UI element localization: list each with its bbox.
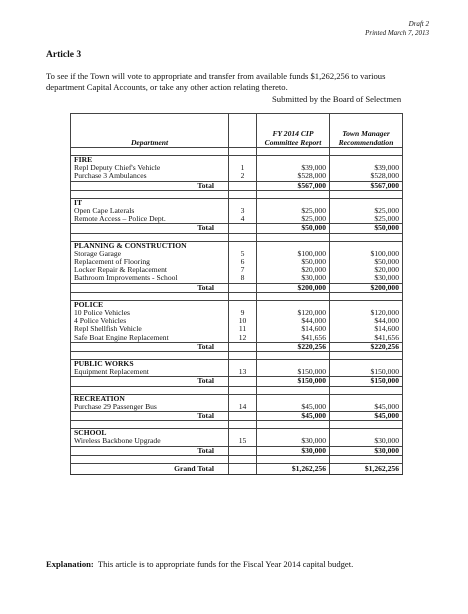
spacer-cell (257, 292, 330, 300)
section-header-row (71, 300, 403, 309)
item-tm-amount: $50,000 (330, 258, 403, 266)
table-row (71, 403, 403, 412)
spacer-cell (229, 455, 257, 463)
item-number: 2 (229, 172, 257, 181)
section-header-row (71, 429, 403, 438)
spacer-cell (71, 292, 229, 300)
item-tm-amount: $14,600 (330, 325, 403, 333)
item-number: 9 (229, 309, 257, 317)
table-row (71, 368, 403, 377)
spacer-cell (229, 292, 257, 300)
item-number: 11 (229, 325, 257, 333)
spacer-cell (257, 421, 330, 429)
item-tm-amount: $44,000 (330, 317, 403, 325)
section-cell (257, 360, 330, 369)
item-number: 6 (229, 258, 257, 266)
grand-total-tm: $1,262,256 (330, 463, 403, 474)
item-description: Open Cape Laterals (71, 207, 229, 215)
total-tm-amount: $50,000 (330, 224, 403, 233)
section-cell (229, 300, 257, 309)
table-row (71, 207, 403, 215)
section-cell (330, 198, 403, 207)
table-row (71, 317, 403, 325)
item-tm-amount: $528,000 (330, 172, 403, 181)
spacer-cell (330, 352, 403, 360)
item-cip-amount: $100,000 (257, 250, 330, 258)
item-description: Bathroom Improvements - School (71, 274, 229, 283)
table-row (71, 258, 403, 266)
item-description: 4 Police Vehicles (71, 317, 229, 325)
total-cip-amount: $567,000 (257, 181, 330, 190)
col-cip: FY 2014 CIP Committee Report (257, 114, 330, 148)
table-row (71, 325, 403, 333)
item-cip-amount: $120,000 (257, 309, 330, 317)
item-cip-amount: $20,000 (257, 266, 330, 274)
item-description: Equipment Replacement (71, 368, 229, 377)
col-department: Department (71, 114, 229, 148)
total-cip-amount: $200,000 (257, 283, 330, 292)
section-cell (229, 241, 257, 250)
spacer-row (71, 421, 403, 429)
table-row (71, 250, 403, 258)
table-row (71, 164, 403, 172)
section-total-row (71, 342, 403, 351)
spacer-cell (330, 292, 403, 300)
item-number: 1 (229, 164, 257, 172)
item-description: Repl Shellfish Vehicle (71, 325, 229, 333)
spacer-cell (229, 352, 257, 360)
item-cip-amount: $14,600 (257, 325, 330, 333)
spacer-cell (330, 455, 403, 463)
table-row (71, 334, 403, 343)
total-label: Total (71, 283, 229, 292)
item-tm-amount: $45,000 (330, 403, 403, 412)
section-cell (257, 429, 330, 438)
section-name: IT (71, 198, 229, 207)
item-tm-amount: $120,000 (330, 309, 403, 317)
section-cell (257, 156, 330, 165)
spacer-cell (229, 421, 257, 429)
spacer-row (71, 292, 403, 300)
item-cip-amount: $150,000 (257, 368, 330, 377)
table-row (71, 274, 403, 283)
section-cell (330, 300, 403, 309)
total-cip-amount: $30,000 (257, 446, 330, 455)
draft-stamp (365, 20, 429, 37)
item-cip-amount: $41,656 (257, 334, 330, 343)
spacer-cell (257, 190, 330, 198)
section-total-row (71, 224, 403, 233)
item-description: Remote Access – Police Dept. (71, 215, 229, 224)
section-cell (229, 156, 257, 165)
total-tm-amount: $220,256 (330, 342, 403, 351)
total-label: Total (71, 412, 229, 421)
spacer-cell (229, 148, 257, 156)
item-number: 8 (229, 274, 257, 283)
item-number: 13 (229, 368, 257, 377)
spacer-cell (330, 386, 403, 394)
section-header-row (71, 241, 403, 250)
spacer-cell (229, 190, 257, 198)
section-header-row (71, 360, 403, 369)
spacer-cell (71, 421, 229, 429)
item-description: Purchase 3 Ambulances (71, 172, 229, 181)
item-cip-amount: $44,000 (257, 317, 330, 325)
table-row (71, 266, 403, 274)
spacer-cell (229, 386, 257, 394)
item-tm-amount: $39,000 (330, 164, 403, 172)
total-cip-amount: $45,000 (257, 412, 330, 421)
item-cip-amount: $30,000 (257, 274, 330, 283)
draft-label: Draft 2 (408, 20, 429, 28)
spacer-cell (71, 233, 229, 241)
submitted-by: Submitted by the Board of Selectmen (272, 94, 402, 104)
spacer-cell (71, 190, 229, 198)
table-row (71, 172, 403, 181)
explanation (46, 559, 353, 569)
item-number: 4 (229, 215, 257, 224)
section-cell (330, 156, 403, 165)
spacer-cell (71, 455, 229, 463)
spacer-row (71, 455, 403, 463)
section-cell (229, 360, 257, 369)
section-cell (257, 394, 330, 403)
section-cell (229, 198, 257, 207)
item-description: 10 Police Vehicles (71, 309, 229, 317)
section-cell (330, 241, 403, 250)
item-cip-amount: $25,000 (257, 207, 330, 215)
total-label: Total (71, 181, 229, 190)
section-total-row (71, 181, 403, 190)
total-tm-amount: $30,000 (330, 446, 403, 455)
section-name: FIRE (71, 156, 229, 165)
spacer-cell (330, 190, 403, 198)
item-cip-amount: $50,000 (257, 258, 330, 266)
item-tm-amount: $25,000 (330, 215, 403, 224)
section-cell (257, 300, 330, 309)
total-spacer (229, 446, 257, 455)
total-spacer (229, 412, 257, 421)
section-cell (330, 360, 403, 369)
item-description: Safe Boat Engine Replacement (71, 334, 229, 343)
section-total-row (71, 412, 403, 421)
table-row (71, 309, 403, 317)
section-total-row (71, 377, 403, 386)
item-cip-amount: $528,000 (257, 172, 330, 181)
section-cell (330, 394, 403, 403)
table-body (71, 148, 403, 475)
section-cell (257, 241, 330, 250)
spacer-cell (330, 233, 403, 241)
item-description: Replacement of Flooring (71, 258, 229, 266)
item-tm-amount: $100,000 (330, 250, 403, 258)
spacer-cell (257, 386, 330, 394)
explanation-label: Explanation: (46, 559, 94, 569)
intro-text: To see if the Town will vote to appropriate and transfer from available funds $1,262,256 to various department Capital Accounts, or take any other action relating thereto. (46, 71, 386, 92)
col-number (229, 114, 257, 148)
total-spacer (229, 181, 257, 190)
spacer-cell (71, 352, 229, 360)
item-tm-amount: $30,000 (330, 437, 403, 446)
section-name: SCHOOL (71, 429, 229, 438)
section-header-row (71, 198, 403, 207)
item-tm-amount: $20,000 (330, 266, 403, 274)
explanation-text: This article is to appropriate funds for the Fiscal Year 2014 capital budget. (97, 559, 354, 569)
item-description: Repl Deputy Chief's Vehicle (71, 164, 229, 172)
total-tm-amount: $567,000 (330, 181, 403, 190)
item-tm-amount: $30,000 (330, 274, 403, 283)
total-label: Total (71, 446, 229, 455)
item-number: 15 (229, 437, 257, 446)
section-name: PUBLIC WORKS (71, 360, 229, 369)
total-tm-amount: $200,000 (330, 283, 403, 292)
spacer-row (71, 190, 403, 198)
total-cip-amount: $50,000 (257, 224, 330, 233)
grand-total-cip: $1,262,256 (257, 463, 330, 474)
item-cip-amount: $25,000 (257, 215, 330, 224)
item-number: 7 (229, 266, 257, 274)
item-cip-amount: $30,000 (257, 437, 330, 446)
total-cip-amount: $150,000 (257, 377, 330, 386)
spacer-cell (257, 148, 330, 156)
spacer-row (71, 352, 403, 360)
section-cell (330, 429, 403, 438)
total-spacer (229, 342, 257, 351)
section-header-row (71, 394, 403, 403)
grand-total-row (71, 463, 403, 474)
item-number: 12 (229, 334, 257, 343)
capital-table (70, 113, 403, 475)
section-name: RECREATION (71, 394, 229, 403)
item-number: 10 (229, 317, 257, 325)
spacer-cell (257, 455, 330, 463)
total-spacer (229, 377, 257, 386)
item-tm-amount: $25,000 (330, 207, 403, 215)
item-cip-amount: $39,000 (257, 164, 330, 172)
spacer-cell (257, 233, 330, 241)
total-label: Total (71, 342, 229, 351)
item-description: Wireless Backbone Upgrade (71, 437, 229, 446)
item-number: 3 (229, 207, 257, 215)
spacer-cell (330, 421, 403, 429)
printed-date: Printed March 7, 2013 (365, 28, 429, 37)
article-title: Article 3 (46, 50, 82, 60)
item-description: Purchase 29 Passenger Bus (71, 403, 229, 412)
spacer-cell (71, 148, 229, 156)
item-tm-amount: $150,000 (330, 368, 403, 377)
total-label: Total (71, 377, 229, 386)
total-spacer (229, 224, 257, 233)
item-number: 5 (229, 250, 257, 258)
col-town-manager: Town Manager Recommendation (330, 114, 403, 148)
total-label: Total (71, 224, 229, 233)
section-cell (229, 394, 257, 403)
total-tm-amount: $150,000 (330, 377, 403, 386)
section-total-row (71, 446, 403, 455)
item-cip-amount: $45,000 (257, 403, 330, 412)
section-cell (229, 429, 257, 438)
total-spacer (229, 283, 257, 292)
spacer-cell (330, 148, 403, 156)
table-row (71, 437, 403, 446)
section-name: POLICE (71, 300, 229, 309)
spacer-cell (257, 352, 330, 360)
spacer-cell (229, 233, 257, 241)
section-header-row (71, 156, 403, 165)
item-tm-amount: $41,656 (330, 334, 403, 343)
spacer-row (71, 148, 403, 156)
table-row (71, 215, 403, 224)
item-number: 14 (229, 403, 257, 412)
grand-total-spacer (229, 463, 257, 474)
item-description: Locker Repair & Replacement (71, 266, 229, 274)
spacer-cell (71, 386, 229, 394)
spacer-row (71, 233, 403, 241)
section-cell (257, 198, 330, 207)
section-total-row (71, 283, 403, 292)
spacer-row (71, 386, 403, 394)
total-tm-amount: $45,000 (330, 412, 403, 421)
total-cip-amount: $220,256 (257, 342, 330, 351)
section-name: PLANNING & CONSTRUCTION (71, 241, 229, 250)
item-description: Storage Garage (71, 250, 229, 258)
grand-total-label: Grand Total (71, 463, 229, 474)
